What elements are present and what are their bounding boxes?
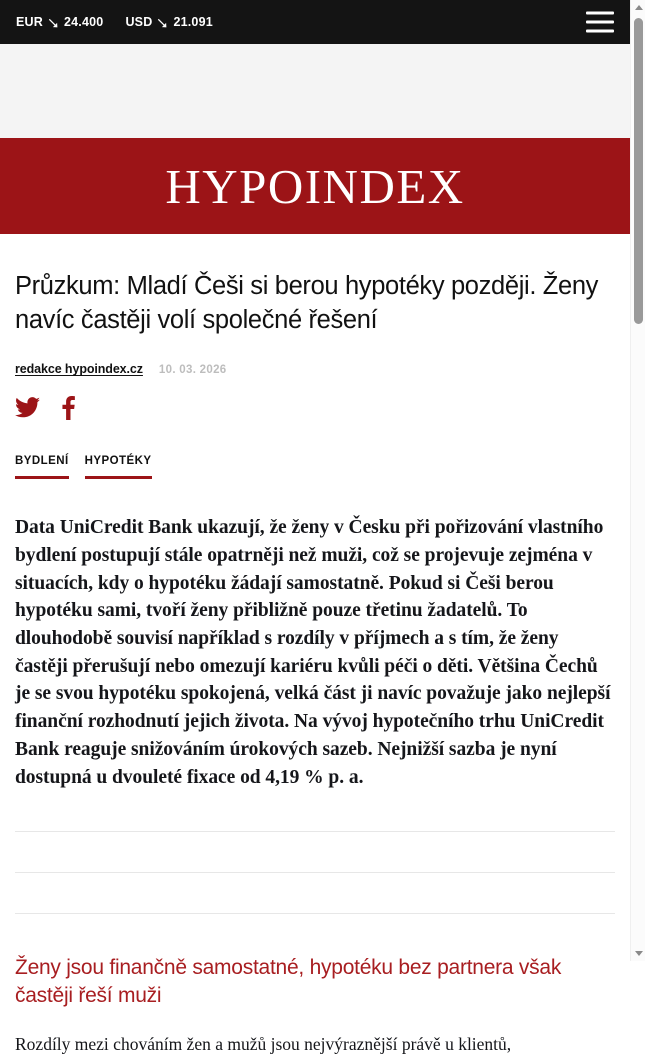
hamburger-bar [586, 21, 614, 24]
site-topbar [0, 0, 630, 44]
site-masthead [0, 138, 630, 234]
hamburger-bar [586, 12, 614, 15]
arrow-down-right-icon [157, 18, 168, 29]
facebook-icon[interactable] [62, 396, 75, 425]
scroll-up-glyph [635, 5, 643, 10]
rate-eur-currency: EUR [16, 15, 43, 29]
rate-usd-currency: USD [125, 15, 153, 29]
site-logo[interactable]: HYPOINDEX [165, 158, 465, 214]
rate-eur-value: 24.400 [64, 15, 104, 29]
article-tags [15, 455, 615, 479]
scroll-up-arrow-icon[interactable] [631, 0, 646, 15]
arrow-down-right-icon [48, 18, 59, 29]
ad-banner-area [0, 44, 630, 138]
scroll-down-arrow-icon[interactable] [631, 946, 646, 961]
inline-slot-two [15, 873, 615, 913]
content-spacer-bottom [15, 914, 615, 954]
twitter-icon[interactable] [15, 397, 40, 423]
article-paragraph: Rozdíly mezi chováním žen a mužů jsou nejvýraznější právě u klientů, [15, 1034, 512, 1055]
tag-hypoteky[interactable]: HYPOTÉKY [85, 455, 152, 479]
hamburger-menu-icon[interactable] [586, 12, 614, 33]
publish-date: 10. 03. 2026 [158, 364, 227, 377]
scrollbar-thumb[interactable] [634, 18, 643, 324]
section-heading: Ženy jsou finančně samostatné, hypotéku bez partnera však častěji řeší muži [15, 956, 562, 1008]
scroll-down-glyph [635, 951, 643, 956]
currency-rates [16, 15, 213, 29]
article-lede: Data UniCredit Bank ukazují, že ženy v Česku při pořizování vlastního bydlení postupují stále opatrněji než muži, což se projevuje zejména v situacích, kdy o hypotéku žádají samostatně. Pokud si Češi berou hypotéku sami, tvoří ženy přibližně pouze třetinu žadatelů. To dlouhodobě souvisí například s rozdíly v příjmech a s tím, že ženy častěji přerušují nebo omezují kariéru kvůli péči o děti. Většina Čechů je se svou hypotéku spokojená, velká část ji navíc považuje jako nejlepší finanční rozhodnutí jejich života. Na vývoj hypotečního trhu UniCredit Bank reaguje snižováním úrokových sazeb. Nejnižší sazba je nyní dostupná u dvouleté fixace od 4,19 % p. a. [15, 517, 611, 788]
social-share-bar [15, 398, 615, 422]
page-scrollbar[interactable] [630, 0, 645, 961]
article [0, 234, 630, 1058]
rate-eur[interactable] [16, 15, 103, 29]
content-spacer-top [15, 791, 615, 831]
tag-bydleni[interactable]: BYDLENÍ [15, 455, 69, 479]
article-meta [15, 362, 615, 376]
page-title: Průzkum: Mladí Češi si berou hypotéky později. Ženy navíc častěji volí společné řešení [15, 272, 599, 334]
hamburger-bar [586, 30, 614, 33]
rate-usd-value: 21.091 [173, 15, 213, 29]
rate-usd[interactable] [125, 15, 212, 29]
author-link[interactable]: redakce hypoindex.cz [15, 362, 143, 377]
inline-slot-one [15, 832, 615, 872]
